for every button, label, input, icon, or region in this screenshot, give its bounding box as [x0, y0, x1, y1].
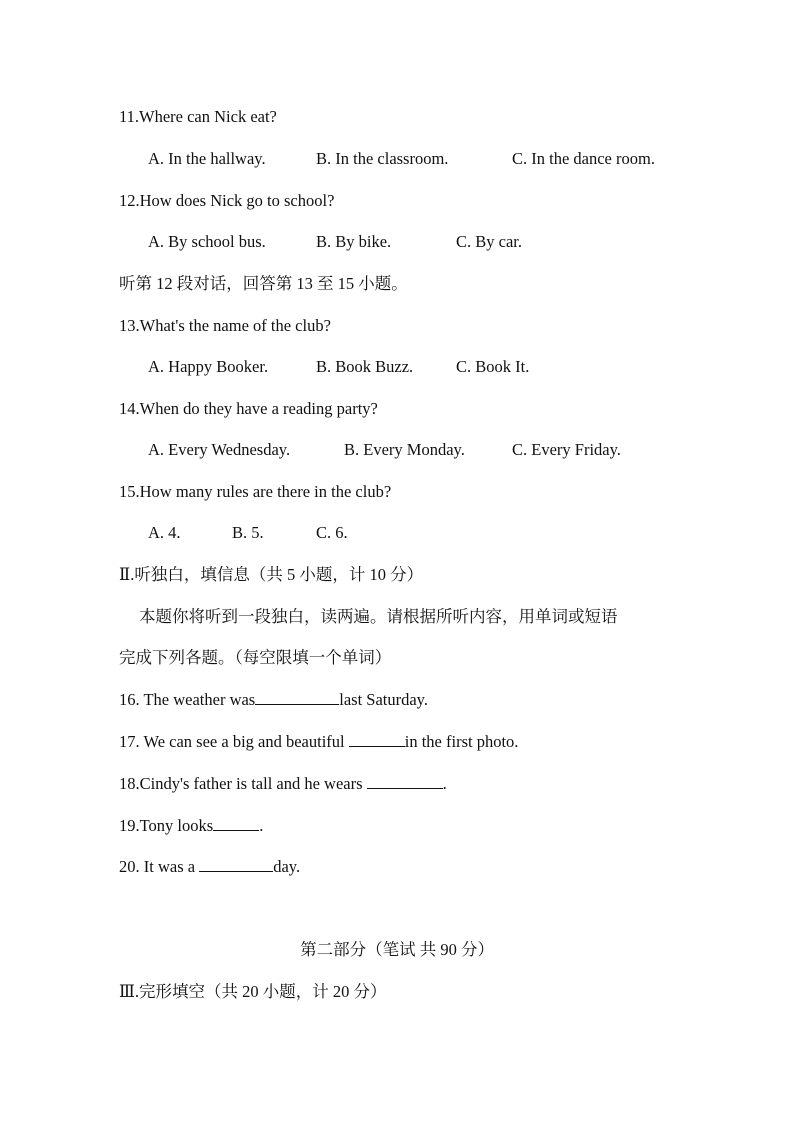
question-16-text-after: last Saturday.	[339, 690, 428, 709]
question-18-text-after: .	[442, 774, 447, 793]
section-3-title: Ⅲ.完形填空（共 20 小题，计 20 分）	[119, 982, 387, 1001]
question-15-option-a: A. 4.	[148, 523, 181, 542]
question-16-text-before: 16. The weather was	[119, 690, 256, 709]
question-11-option-b: B. In the classroom.	[316, 149, 449, 168]
question-20-blank[interactable]	[199, 857, 273, 872]
question-13-option-b: B. Book Buzz.	[316, 357, 414, 376]
question-16-blank[interactable]	[255, 690, 339, 705]
question-14-option-c: C. Every Friday.	[512, 440, 621, 459]
question-19-text-after: .	[259, 816, 264, 835]
question-17-text-before: 17. We can see a big and beautiful	[119, 732, 349, 751]
question-12-option-a: A. By school bus.	[148, 232, 266, 251]
question-12-stem: 12.How does Nick go to school?	[119, 191, 335, 210]
question-17-text-after: in the first photo.	[404, 732, 519, 751]
part-2-title: 第二部分（笔试 共 90 分）	[300, 940, 494, 959]
section-2-instruction-line-1: 本题你将听到一段独白，读两遍。请根据所听内容，用单词或短语	[139, 607, 618, 626]
question-16	[119, 690, 428, 710]
question-13-stem: 13.What's the name of the club?	[119, 316, 331, 335]
question-18-text-before: 18.Cindy's father is tall and he wears	[119, 774, 367, 793]
question-14-option-a: A. Every Wednesday.	[148, 440, 291, 459]
question-13-option-c: C. Book It.	[456, 357, 530, 376]
question-17	[119, 732, 518, 752]
section-2-instruction-line-2: 完成下列各题。（每空限填一个单词）	[119, 648, 392, 667]
question-11-option-a: A. In the hallway.	[148, 149, 266, 168]
question-12-option-c: C. By car.	[456, 232, 522, 251]
question-18	[119, 774, 447, 794]
question-11-option-c: C. In the dance room.	[512, 149, 655, 168]
question-12-option-b: B. By bike.	[316, 232, 392, 251]
question-14-stem: 14.When do they have a reading party?	[119, 399, 378, 418]
section-2-title: Ⅱ.听独白，填信息（共 5 小题，计 10 分）	[119, 565, 424, 584]
question-15-option-b: B. 5.	[232, 523, 264, 542]
question-15-stem: 15.How many rules are there in the club?	[119, 482, 392, 501]
dialogue-12-instruction: 听第 12 段对话，回答第 13 至 15 小题。	[119, 274, 408, 293]
question-20-text-after: day.	[273, 857, 301, 876]
question-17-blank[interactable]	[349, 732, 405, 747]
question-13-option-a: A. Happy Booker.	[148, 357, 269, 376]
question-14-option-b: B. Every Monday.	[344, 440, 465, 459]
question-15-option-c: C. 6.	[316, 523, 348, 542]
question-11-stem: 11.Where can Nick eat?	[119, 107, 277, 126]
question-19-text-before: 19.Tony looks	[119, 816, 214, 835]
question-19	[119, 816, 263, 836]
question-18-blank[interactable]	[367, 774, 443, 789]
question-20	[119, 857, 300, 877]
question-20-text-before: 20. It was a	[119, 857, 200, 876]
question-19-blank[interactable]	[213, 816, 259, 831]
